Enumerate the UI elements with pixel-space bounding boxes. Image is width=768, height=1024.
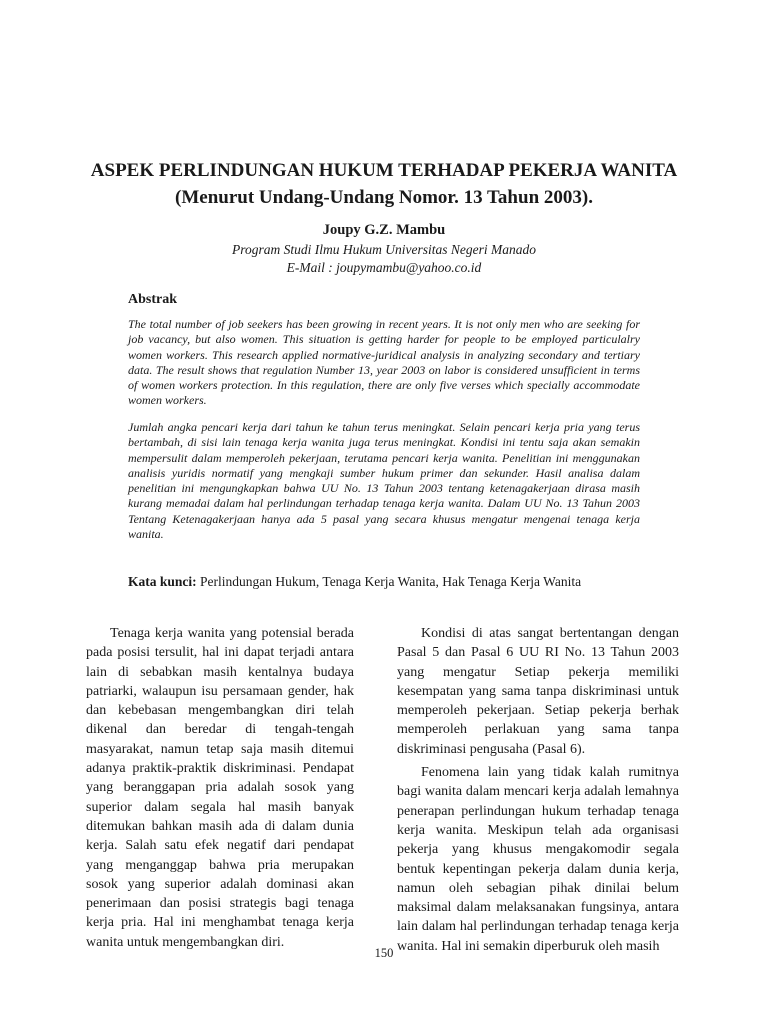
body-paragraph: Fenomena lain yang tidak kalah rumitnya bagi wanita dalam mencari kerja adalah lemahnya penerapan perlindungan hukum terhadap tenaga kerja wanita. Meskipun telah ada organisasi pekerja yang khusus mengakomodir segala bentuk kepentingan pekerja dalam dunia kerja, namun oleh sebagian pihak dinilai belum maksimal dalam melaksanakan fungsinya, antara lain dalam hal perlindungan terhadap tenaga kerja wanita. Hal ini semakin diperburuk oleh masih — [397, 765, 679, 954]
body-column-left — [86, 624, 354, 956]
article-title — [60, 157, 708, 211]
body-paragraph: Tenaga kerja wanita yang potensial berada pada posisi tersulit, hal ini dapat terjadi antara lain di sebabkan masih kentalnya budaya patriarki, walaupun isu persamaan gender, hak dan kebebasan mengembangkan diri telah dikenal dan beredar di tengah-tengah masyarakat, namun tetap saja masih ditemui adanya praktik-praktik diskriminasi. Pendapat yang beranggapan pria adalah sosok yang superior dalam segala hal masih banyak ditemukan bahkan masih ada di dalam dunia kerja. Salah satu efek negatif dari pendapat yang menganggap bahwa pria merupakan sosok yang superior adalah dominasi akan penerimaan dan posisi strategis bagi tenaga kerja pria. Hal ini menghambat tenaga kerja wanita untuk mengembangkan diri. — [86, 626, 354, 950]
abstract-heading: Abstrak — [128, 292, 178, 307]
body-column-right — [397, 624, 679, 960]
affiliation-text: Program Studi Ilmu Hukum Universitas Negeri Manado — [232, 242, 536, 257]
author-affiliation — [0, 241, 768, 277]
author-email: E-Mail : joupymambu@yahoo.co.id — [286, 260, 482, 275]
body-paragraph: Kondisi di atas sangat bertentangan dengan Pasal 5 dan Pasal 6 UU RI No. 13 Tahun 2003 yang mengatur Setiap pekerja memiliki kesempatan yang sama tanpa diskriminasi untuk memperoleh pekerjaan. Setiap pekerja berhak memperoleh perlakuan yang sama tanpa diskriminasi pengusaha (Pasal 6). — [397, 626, 679, 757]
abstract-english: The total number of job seekers has been growing in recent years. It is not only men who are seeking for job vacancy, but also women. This situation is getting harder for people to be employed particulalry women workers. This research applied normative-juridical analysis in analyzing secondary and tertiary data. The result shows that regulation Number 13, year 2003 on labor is considered unsufficient in terms of women workers protection. In this regulation, there are only five verses which specially accommodate women workers. — [128, 317, 640, 408]
title-line-1: ASPEK PERLINDUNGAN HUKUM TERHADAP PEKERJA WANITA — [90, 160, 678, 181]
keywords-value: Perlindungan Hukum, Tenaga Kerja Wanita, Hak Tenaga Kerja Wanita — [196, 574, 582, 589]
keywords-label: Kata kunci: — [128, 574, 197, 589]
author-name: Joupy G.Z. Mambu — [322, 222, 446, 238]
page-number: 150 — [374, 946, 394, 960]
abstract-indonesian: Jumlah angka pencari kerja dari tahun ke tahun terus meningkat. Selain pencari kerja pria yang terus bertambah, di sisi lain tenaga kerja wanita juga terus meningkat. Kondisi ini tentu saja akan semakin mempersulit dalam memperoleh pekerjaan, terutama pencari kerja wanita. Penelitian ini menggunakan analisis yuridis normatif yang mengkaji sumber hukum primer dan sekunder. Hasil analisa dalam penelitian ini mengungkapkan bahwa UU No. 13 Tahun 2003 tentang ketenagakerjaan dirasa masih kurang memadai dalam hal perlindungan terhadap tenaga kerja wanita. Dalam UU No. 13 Tahun 2003 Tentang Ketenagakerjaan hanya ada 5 pasal yang secara khusus mengatur mengenai tenaga kerja wanita. — [128, 420, 640, 542]
title-line-2: (Menurut Undang-Undang Nomor. 13 Tahun 2003). — [175, 187, 593, 208]
keywords — [128, 574, 668, 590]
